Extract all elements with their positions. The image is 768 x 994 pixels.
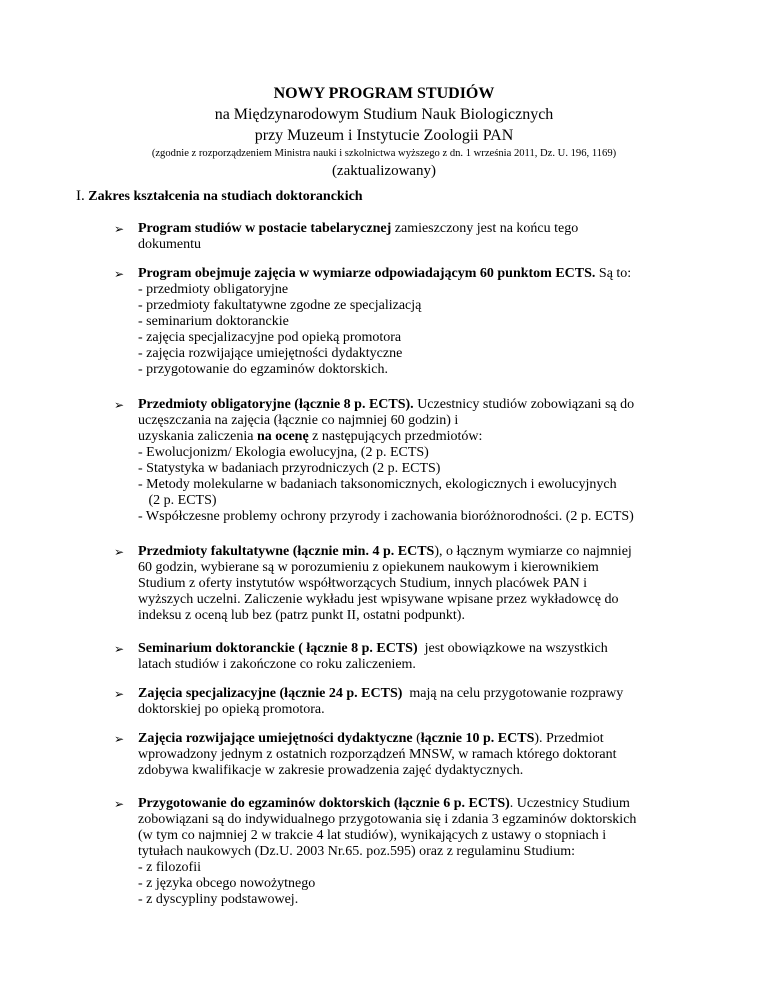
bullet-text: ). Przedmiot [534,731,604,746]
bullet-line: zobowiązani są do indywidualnego przygotowania się i zdania 3 egzaminów doktorskich [138,812,637,827]
section-number: I. [76,188,85,204]
bullet-line: doktorskiej po opieką promotora. [138,702,325,717]
subtitle-line-1: na Międzynarodowym Studium Nauk Biologicznych [214,106,554,123]
bullet-text: zamieszczony jest na końcu tego [391,221,579,236]
bullet-line: uczęszczania na zajęcia (łącznie co najmniej 60 godzin) i [138,413,459,428]
list-item: - przedmioty fakultatywne zgodne ze specjalizacją [138,298,422,313]
bullet-text: Są to: [595,266,632,281]
list-item: - Statystyka w badaniach przyrodniczych (2 p. ECTS) [138,461,441,476]
bullet-text: uzyskania zaliczenia [138,429,257,444]
arrow-bullet-icon: ➢ [114,687,125,701]
bullet-lead: Przedmioty fakultatywne (łącznie min. 4 p. ECTS [138,544,435,559]
subtitle-line-2: przy Muzeum i Instytucie Zoologii PAN [254,127,514,144]
list-item: - Ewolucjonizm/ Ekologia ewolucyjna, (2 p. ECTS) [138,445,429,460]
bullet-text: Uczestnicy studiów zobowiązani są do [413,397,635,412]
arrow-bullet-icon: ➢ [114,267,125,281]
updated-note: (zaktualizowany) [331,163,437,179]
bullet-lead: Program obejmuje zajęcia w wymiarze odpowiadającym 60 punktom ECTS. [138,266,596,281]
list-item: - przygotowanie do egzaminów doktorskich. [138,362,388,377]
list-item: - Metody molekularne w badaniach taksonomicznych, ekologicznych i ewolucyjnych [138,477,617,492]
bullet-text: mają na celu przygotowanie rozprawy [402,686,624,701]
bullet-lead: Program studiów w postacie tabelarycznej [138,221,392,236]
arrow-bullet-icon: ➢ [114,222,125,236]
regulation-note: (zgodnie z rozporządzeniem Ministra nauki i szkolnictwa wyższego z dn. 1 września 2011, Dz. U. 196, 1169) [151,148,617,159]
list-item: - zajęcia rozwijające umiejętności dydaktyczne [138,346,403,361]
bullet-line: wprowadzony jednym z ostatnich rozporządzeń MNSW, w ramach którego doktorant [138,747,617,762]
bullet-line: zdobywa kwalifikacje w zakresie prowadzenia zajęć dydaktycznych. [138,763,524,778]
bullet-emphasis: na ocenę [256,429,309,444]
arrow-bullet-icon: ➢ [114,545,125,559]
bullet-lead: Zajęcia rozwijające umiejętności dydaktyczne [138,731,413,746]
arrow-bullet-icon: ➢ [114,797,125,811]
list-item: - z filozofii [138,860,201,875]
arrow-bullet-icon: ➢ [114,398,125,412]
arrow-bullet-icon: ➢ [114,732,125,746]
list-item: (2 p. ECTS) [138,493,217,508]
list-item: - z języka obcego nowożytnego [138,876,316,891]
bullet-lead: Zajęcia specjalizacyjne (łącznie 24 p. ECTS) [138,686,403,701]
bullet-line: indeksu z oceną lub bez (patrz punkt II, ostatni podpunkt). [138,608,465,623]
bullet-text: . Uczestnicy Studium [509,796,630,811]
bullet-line: (w tym co najmniej 2 w trakcie 4 lat studiów), wynikających z ustawy o stopniach i [138,828,607,843]
bullet-text: ( [412,731,421,746]
bullet-line: dokumentu [138,237,201,252]
section-heading [76,188,363,205]
bullet-lead: Przygotowanie do egzaminów doktorskich (łącznie 6 p. ECTS) [138,796,510,811]
bullet-line: 60 godzin, wybierane są w porozumieniu z opiekunem naukowym i kierownikiem [138,560,599,575]
section-title: Zakres kształcenia na studiach doktoranckich [88,189,363,204]
bullet-line: tytułach naukowych (Dz.U. 2003 Nr.65. poz.595) oraz z regulaminu Studium: [138,844,576,859]
bullet-lead: Seminarium doktoranckie ( łącznie 8 p. ECTS) [138,641,418,656]
bullet-text: jest obowiązkowe na wszystkich [417,641,608,656]
arrow-bullet-icon: ➢ [114,642,125,656]
bullet-text: z następujących przedmiotów: [308,429,483,444]
list-item: - zajęcia specjalizacyjne pod opieką promotora [138,330,402,345]
list-item: - przedmioty obligatoryjne [138,282,289,297]
bullet-line: latach studiów i zakończone co roku zaliczeniem. [138,657,416,672]
document-header [0,84,768,181]
bullet-lead: Przedmioty obligatoryjne (łącznie 8 p. ECTS). [138,397,414,412]
bullet-line: Studium z oferty instytutów współtworzących Studium, innych placówek PAN i [138,576,587,591]
list-item: - seminarium doktoranckie [138,314,289,329]
document-title: NOWY PROGRAM STUDIÓW [273,85,495,102]
bullet-text: ), o łącznym wymiarze co najmniej [434,544,632,559]
list-item: - Współczesne problemy ochrony przyrody i zachowania bioróżnorodności. (2 p. ECTS) [138,509,634,524]
bullet-emphasis: łącznie 10 p. ECTS [420,731,535,746]
list-item: - z dyscypliny podstawowej. [138,892,299,907]
bullet-line: wyższych uczelni. Zaliczenie wykładu jest wpisywane wpisane przez wykładowcę do [138,592,619,607]
